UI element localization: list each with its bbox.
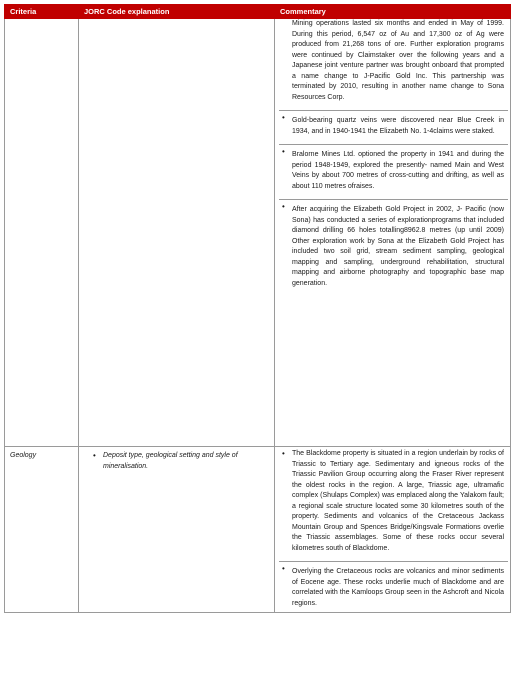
- table-header-row: [5, 5, 511, 19]
- header-commentary: Commentary: [275, 5, 511, 19]
- commentary-paragraph: Mining operations lasted six months and ended in May of 1999. During this period, 6,547 oz of Au and 17,300 oz of Ag were produced from 21,268 tons of ore. Further exploration programs were continued by Claimstaker over the following years and a Japanese joint venture partner was brought onboard that prompted a name change to J-Pacific Gold Inc. This partnership was terminated by 2010, resulting in another name change to Sona Resources Corp.: [292, 20, 504, 101]
- header-criteria: Criteria: [5, 5, 79, 19]
- criteria-cell: [5, 19, 79, 447]
- commentary-bullet: • The Blackdome property is situated in a region underlain by rocks of Triassic to Tertiary age. Sedimentary and igneous rocks of the Triassic Pavilion Group occurring along the Fraser River represent the oldest rocks in the region. A large, Triassic age, ultramafic complex (Shulaps Complex) was emplaced along the Yalakom fault; a regional scale structure located some 30 kilometres south of the property. Sediments and volcanics of the Cretaceous Jackass Mountain Group and Spences Bridge/Kingsvale Formations overlie the Triassic assemblages. Some of these rocks occur several kilometres south of Blackdome.: [279, 447, 508, 557]
- commentary-bullet: • Gold-bearing quartz veins were discovered near Blue Creek in 1934, and in 1940-1941 the Elizabeth No. 1-4claims were staked.: [279, 110, 508, 140]
- jorc-bullet: • Deposit type, geological setting and style of mineralisation.: [83, 449, 270, 475]
- criteria-cell: Geology: [5, 447, 79, 613]
- commentary-bullet: • After acquiring the Elizabeth Gold Project in 2002, J- Pacific (now Sona) has conducted a series of explorationprograms that included diamond drilling 66 holes totalling8962.8 metres (up until 2009) Other exploration work by Sona at the Elizabeth Gold Project has included two soil grid, stream sediment sampling, geological mapping and sampling, underground rehabilitation, structural mapping and airborne photography and topographic base map generation.: [279, 199, 508, 292]
- table-row: [5, 447, 511, 613]
- commentary-cell: [275, 19, 511, 447]
- commentary-bullet: • Overlying the Cretaceous rocks are volcanics and minor sediments of Eocene age. These rocks underlie much of Blackdome and are correlated with the Kamloops Group seen in the Ashcroft and Nicola regions.: [279, 561, 508, 612]
- jorc-cell: [79, 447, 275, 613]
- jorc-cell: [79, 19, 275, 447]
- table-row: [5, 19, 511, 447]
- header-jorc-code-explanation: JORC Code explanation: [79, 5, 275, 19]
- commentary-bullet: • Bralorne Mines Ltd. optioned the property in 1941 and during the period 1948-1949, explored the presently- named Main and West Veins by about 700 metres of cross-cutting and drifting, as well as about 110 metres ofraises.: [279, 144, 508, 195]
- commentary-cell: [275, 447, 511, 613]
- jorc-table: [4, 4, 511, 613]
